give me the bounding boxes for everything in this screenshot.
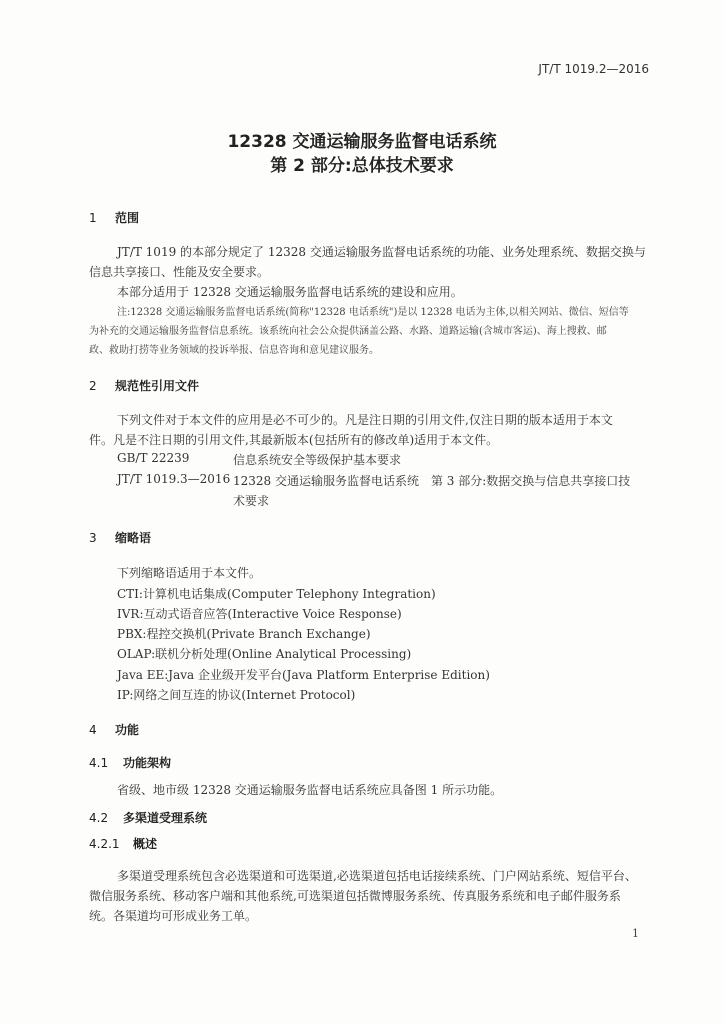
section-title: 功能 (115, 723, 140, 737)
paragraph: 本部分适用于 12328 交通运输服务监督电话系统的建设和应用。 (117, 285, 463, 299)
section-number: 4.2 (89, 811, 109, 825)
section-4-2-1-heading (89, 835, 157, 852)
document-subtitle: 第 2 部分:总体技术要求 (270, 156, 454, 176)
section-title: 规范性引用文件 (115, 379, 200, 393)
abbreviation-item: CTI:计算机电话集成(Computer Telephony Integration) (117, 587, 436, 601)
abbreviation-item: IVR:互动式语音应答(Interactive Voice Response) (117, 607, 402, 621)
paragraph: 信息共享接口、性能及安全要求。 (89, 265, 270, 279)
section-title: 范围 (115, 211, 140, 225)
section-title: 缩略语 (115, 531, 152, 545)
paragraph: 件。凡是不注日期的引用文件,其最新版本(包括所有的修改单)适用于本文件。 (89, 433, 499, 447)
section-2-heading (89, 377, 199, 394)
section-title: 功能架构 (123, 756, 172, 770)
reference-title: 信息系统安全等级保护基本要求 (233, 453, 402, 467)
section-number: 4 (89, 723, 97, 737)
note: 政、救助打捞等业务领域的投诉举报、信息咨询和意见建议服务。 (89, 345, 379, 356)
section-title: 多渠道受理系统 (123, 811, 208, 825)
paragraph: 多渠道受理系统包含必选渠道和可选渠道,必选渠道包括电话接续系统、门户网站系统、短信平台、 (117, 869, 637, 883)
abbreviation-item: PBX:程控交换机(Private Branch Exchange) (117, 627, 371, 641)
paragraph: 下列文件对于本文件的应用是必不可少的。凡是注日期的引用文件,仅注日期的版本适用于本文 (117, 413, 613, 427)
section-number: 3 (89, 531, 97, 545)
paragraph: 统。各渠道均可形成业务工单。 (89, 909, 258, 923)
abbreviation-intro: 下列缩略语适用于本文件。 (117, 566, 262, 580)
abbreviation-item: IP:网络之间互连的协议(Internet Protocol) (117, 688, 356, 702)
document-title: 12328 交通运输服务监督电话系统 (227, 132, 497, 152)
section-title: 概述 (133, 837, 158, 851)
note: 为补充的交通运输服务监督信息系统。该系统向社会公众提供涵盖公路、水路、道路运输(含城市客运)、海上搜救、邮 (89, 326, 607, 337)
reference-code: GB/T 22239 (117, 451, 190, 465)
abbreviation-item: OLAP:联机分析处理(Online Analytical Processing) (117, 647, 412, 661)
section-number: 2 (89, 379, 97, 393)
paragraph: 微信服务系统、移动客户端和其他系统,可选渠道包括微博服务系统、传真服务系统和电子邮件服务系 (89, 889, 621, 903)
paragraph: 省级、地市级 12328 交通运输服务监督电话系统应具备图 1 所示功能。 (117, 783, 503, 797)
section-number: 4.2.1 (89, 837, 120, 851)
section-number: 1 (89, 211, 97, 225)
section-1-heading (89, 209, 139, 226)
section-4-heading (89, 721, 139, 738)
section-4-2-heading (89, 809, 207, 826)
section-number: 4.1 (89, 756, 109, 770)
reference-title-cont: 术要求 (233, 494, 270, 508)
reference-title: 12328 交通运输服务监督电话系统 第 3 部分:数据交换与信息共享接口技 (233, 474, 631, 488)
abbreviation-item: Java EE:Java 企业级开发平台(Java Platform Enterprise Edition) (117, 668, 490, 682)
reference-code: JT/T 1019.3—2016 (117, 472, 231, 486)
note: 注:12328 交通运输服务监督电话系统(简称"12328 电话系统")是以 12328 电话为主体,以相关网站、微信、短信等 (117, 307, 629, 318)
paragraph: JT/T 1019 的本部分规定了 12328 交通运输服务监督电话系统的功能、业务处理系统、数据交换与 (117, 245, 646, 259)
page-number: 1 (632, 927, 639, 940)
section-4-1-heading (89, 754, 171, 771)
section-3-heading (89, 529, 151, 546)
standard-code: JT/T 1019.2—2016 (538, 62, 649, 76)
